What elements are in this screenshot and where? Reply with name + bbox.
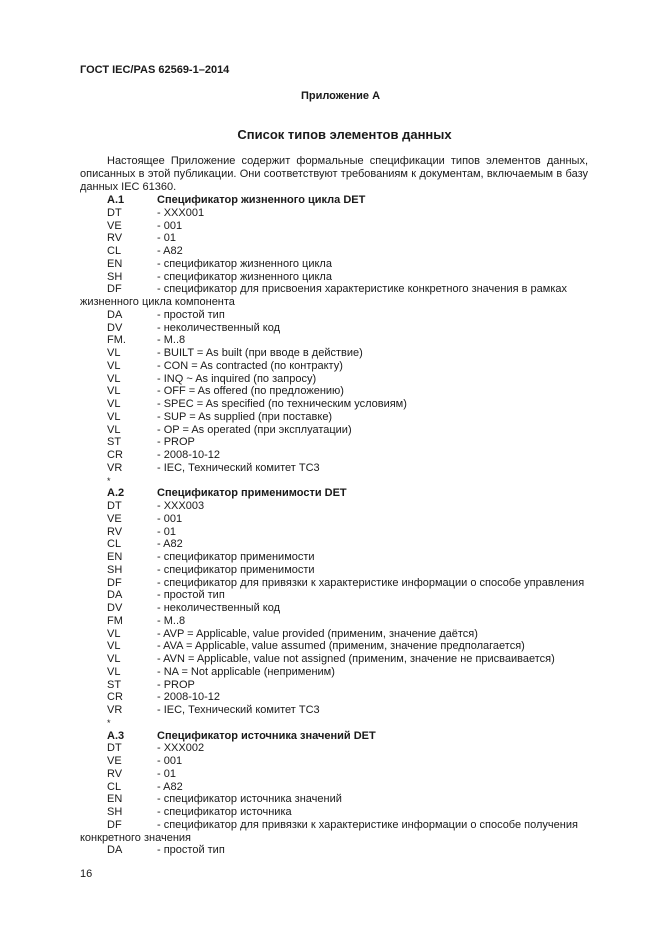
- spec-line: [80, 436, 600, 449]
- spec-line: [80, 296, 600, 309]
- spec-line: [80, 615, 600, 628]
- spec-key: DA: [107, 308, 123, 321]
- spec-value: Спецификатор применимости DET: [157, 487, 347, 500]
- spec-line: [80, 258, 600, 271]
- spec-value: - спецификатор жизненного цикла: [157, 257, 332, 270]
- spec-line: [80, 717, 600, 730]
- spec-line: [80, 768, 600, 781]
- spec-value: - XXX002: [157, 742, 205, 755]
- spec-key: EN: [107, 551, 123, 563]
- spec-key: VL: [107, 653, 121, 665]
- spec-key: DF: [107, 818, 122, 831]
- spec-value: - INQ ~ As inquired (по запросу): [157, 372, 317, 385]
- spec-key: VL: [107, 423, 121, 436]
- spec-value: - IEC, Технический комитет ТС3: [157, 704, 320, 716]
- spec-value: - простой тип: [157, 308, 225, 321]
- spec-value: - спецификатор источника: [157, 806, 292, 818]
- spec-value: - SPEC = As specified (по техническим условиям): [157, 398, 407, 410]
- section-heading: [80, 730, 600, 743]
- spec-value: - M..8: [157, 614, 186, 627]
- spec-value: - 2008-10-12: [157, 691, 220, 704]
- spec-value: - BUILT = As built (при вводе в действие): [157, 347, 363, 359]
- spec-value: - PROP: [157, 678, 195, 691]
- spec-value: - OP = As operated (при эксплуатации): [157, 423, 352, 436]
- spec-value: - 01: [157, 525, 176, 538]
- spec-key: A.3: [107, 729, 125, 742]
- spec-line: [80, 500, 600, 513]
- spec-line: [80, 755, 600, 768]
- spec-key: DV: [107, 602, 123, 614]
- spec-line: [80, 640, 600, 653]
- spec-value: Спецификатор жизненного цикла DET: [157, 194, 366, 206]
- spec-line: [80, 679, 600, 692]
- spec-key: DA: [107, 589, 123, 602]
- spec-key: SH: [107, 563, 123, 576]
- appendix-label: Приложение А: [300, 90, 381, 102]
- spec-key: SH: [107, 270, 123, 283]
- spec-line: [80, 475, 600, 488]
- spec-line: [80, 781, 600, 794]
- spec-key: RV: [107, 767, 123, 780]
- spec-line: [80, 385, 600, 398]
- spec-value: - XXX001: [157, 206, 205, 219]
- spec-key: VR: [107, 704, 123, 716]
- section-separator: *: [107, 475, 111, 486]
- spec-value: - AVP = Applicable, value provided (применим, значение даётся): [157, 627, 478, 640]
- spec-value: - 001: [157, 512, 183, 525]
- spec-key: ST: [107, 436, 122, 449]
- spec-value: - неколичественный код: [157, 602, 280, 614]
- spec-value: Спецификатор источника значений DET: [157, 729, 376, 742]
- spec-key: VL: [107, 640, 121, 653]
- spec-line: [80, 462, 600, 475]
- spec-continuation: жизненного цикла компонента: [80, 296, 235, 308]
- spec-line: [80, 245, 600, 258]
- spec-key: VL: [107, 410, 121, 423]
- spec-line: [80, 271, 600, 284]
- spec-line: [80, 220, 600, 233]
- spec-key: RV: [107, 525, 123, 538]
- spec-value: - A82: [157, 245, 183, 257]
- spec-line: [80, 564, 600, 577]
- spec-key: VE: [107, 219, 122, 232]
- page-number: 16: [80, 868, 93, 880]
- spec-value: - спецификатор для привязки к характеристике информации о способе получения: [157, 818, 578, 831]
- spec-value: - неколичественный код: [157, 321, 280, 334]
- section-heading: [80, 194, 600, 207]
- spec-line: [80, 832, 600, 845]
- spec-key: VL: [107, 347, 121, 359]
- spec-key: FM.: [107, 334, 126, 347]
- spec-value: - AVA = Applicable, value assumed (применим, значение предполагается): [157, 640, 525, 653]
- spec-line: [80, 232, 600, 245]
- section-heading: [80, 487, 600, 500]
- spec-line: [80, 704, 600, 717]
- spec-value: - M..8: [157, 334, 186, 347]
- spec-key: VL: [107, 665, 121, 678]
- spec-key: ST: [107, 678, 122, 691]
- spec-value: - OFF = As offered (по предложению): [157, 385, 344, 398]
- spec-line: [80, 691, 600, 704]
- spec-key: CR: [107, 449, 123, 461]
- spec-value: - XXX003: [157, 500, 205, 512]
- spec-key: DA: [107, 844, 123, 857]
- spec-value: - спецификатор применимости: [157, 551, 315, 563]
- spec-line: [80, 793, 600, 806]
- spec-key: DF: [107, 576, 122, 589]
- spec-key: CL: [107, 245, 122, 257]
- spec-line: [80, 666, 600, 679]
- spec-line: [80, 602, 600, 615]
- spec-line: [80, 806, 600, 819]
- spec-key: VL: [107, 372, 121, 385]
- spec-key: VE: [107, 512, 122, 525]
- spec-value: - SUP = As supplied (при поставке): [157, 410, 333, 423]
- section-separator: *: [107, 717, 111, 728]
- spec-key: RV: [107, 232, 123, 245]
- spec-key: VE: [107, 755, 122, 767]
- spec-value: - спецификатор для привязки к характеристике информации о способе управления: [157, 576, 585, 589]
- spec-line: [80, 653, 600, 666]
- spec-line: [80, 207, 600, 220]
- spec-key: DV: [107, 321, 123, 334]
- spec-value: - PROP: [157, 436, 195, 449]
- spec-key: EN: [107, 257, 123, 270]
- spec-key: A.2: [107, 487, 125, 500]
- spec-value: - простой тип: [157, 589, 225, 602]
- spec-key: VL: [107, 385, 121, 398]
- spec-line: [80, 398, 600, 411]
- spec-value: - 01: [157, 767, 176, 780]
- spec-continuation: конкретного значения: [80, 831, 192, 844]
- spec-line: [80, 538, 600, 551]
- spec-key: DT: [107, 742, 122, 755]
- spec-key: DT: [107, 500, 122, 512]
- spec-value: - A82: [157, 780, 183, 793]
- spec-line: [80, 360, 600, 373]
- standard-header: ГОСТ IEC/PAS 62569-1–2014: [80, 64, 230, 76]
- spec-line: [80, 334, 600, 347]
- spec-key: CR: [107, 691, 123, 704]
- spec-value: - 001: [157, 219, 183, 232]
- spec-value: - спецификатор источника значений: [157, 793, 342, 806]
- spec-value: - спецификатор применимости: [157, 563, 315, 576]
- specification-list: [80, 194, 600, 857]
- spec-key: SH: [107, 806, 123, 818]
- spec-line: [80, 844, 600, 857]
- spec-value: - IEC, Технический комитет ТС3: [157, 461, 320, 474]
- spec-key: FM: [107, 614, 123, 627]
- spec-line: [80, 347, 600, 360]
- spec-line: [80, 628, 600, 641]
- page-title: Список типов элементов данных: [237, 127, 452, 142]
- spec-value: - 01: [157, 232, 176, 245]
- spec-line: [80, 526, 600, 539]
- spec-key: VL: [107, 359, 121, 372]
- spec-key: VL: [107, 398, 121, 410]
- spec-line: [80, 551, 600, 564]
- spec-line: [80, 283, 600, 296]
- spec-key: EN: [107, 793, 123, 806]
- intro-paragraph: Настоящее Приложение содержит формальные спецификации типов элементов данных, описанных в этой публикации. Они соответствуют требованиям к документам, включаемым в базу данных IEC 61360.: [80, 155, 588, 193]
- spec-key: CL: [107, 538, 122, 551]
- spec-line: [80, 742, 600, 755]
- spec-line: [80, 373, 600, 386]
- spec-line: [80, 819, 600, 832]
- spec-value: - 001: [157, 755, 183, 767]
- spec-key: DF: [107, 283, 122, 296]
- spec-value: - простой тип: [157, 844, 225, 857]
- spec-key: VR: [107, 461, 123, 474]
- spec-key: DT: [107, 206, 122, 219]
- spec-line: [80, 577, 600, 590]
- spec-line: [80, 513, 600, 526]
- spec-value: - 2008-10-12: [157, 449, 220, 461]
- spec-line: [80, 309, 600, 322]
- spec-value: - спецификатор для присвоения характеристике конкретного значения в рамках: [157, 283, 568, 296]
- spec-key: VL: [107, 627, 121, 640]
- spec-value: - A82: [157, 538, 183, 551]
- spec-value: - NA = Not applicable (неприменим): [157, 665, 335, 678]
- spec-key: A.1: [107, 194, 125, 206]
- spec-value: - спецификатор жизненного цикла: [157, 270, 332, 283]
- spec-value: - AVN = Applicable, value not assigned (применим, значение не присваивается): [157, 653, 555, 665]
- spec-line: [80, 424, 600, 437]
- spec-line: [80, 449, 600, 462]
- spec-line: [80, 411, 600, 424]
- spec-line: [80, 322, 600, 335]
- spec-value: - CON = As contracted (по контракту): [157, 359, 343, 372]
- spec-line: [80, 589, 600, 602]
- spec-key: CL: [107, 780, 122, 793]
